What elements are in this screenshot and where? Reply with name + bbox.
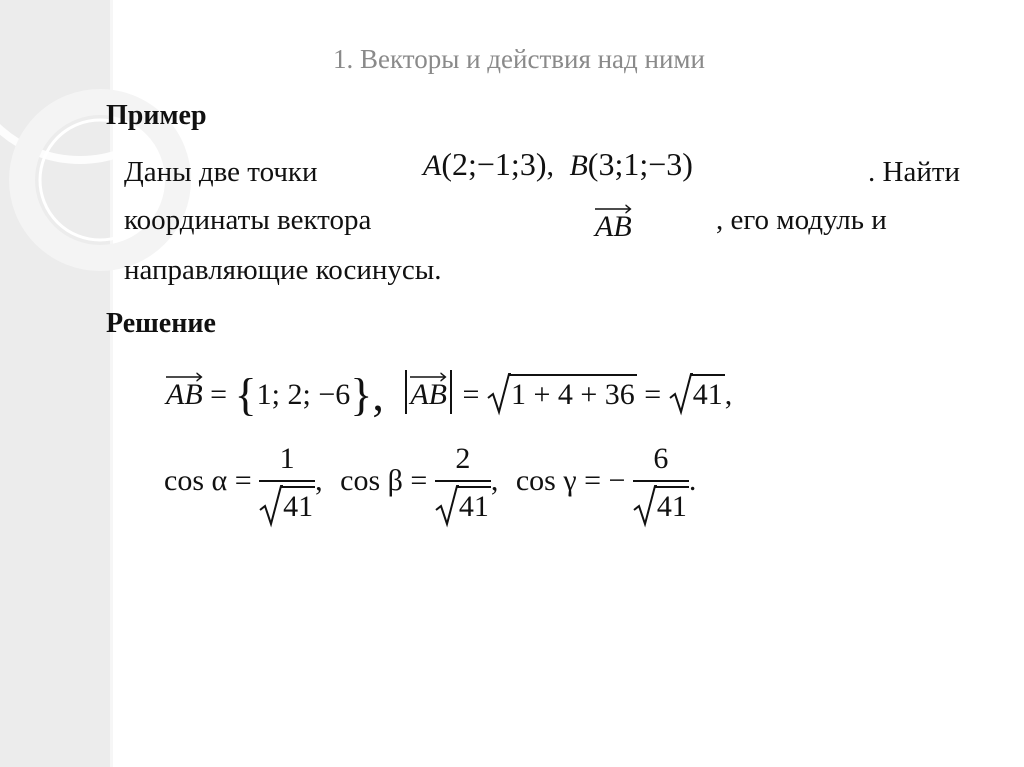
cos-beta-numerator: 2 [455, 442, 471, 475]
problem-line3: направляющие косинусы. [124, 254, 442, 286]
cos-alpha-denominator: 41 [281, 486, 315, 524]
equals-sign: = [210, 378, 228, 411]
vector-arrow-icon [166, 372, 203, 382]
modulus-equals: = [462, 378, 480, 411]
solution-heading: Решение [106, 308, 216, 339]
points-separator: , [546, 149, 554, 182]
comma-1: , [315, 463, 323, 497]
solution-line1 [166, 370, 732, 418]
sqrt-icon [435, 484, 459, 528]
vector-coordinates: 1; 2; −6 [256, 378, 351, 411]
cos-alpha-fraction [259, 442, 315, 524]
example-heading: Пример [106, 100, 207, 131]
direction-cosines [164, 442, 696, 524]
modulus-bar-right [450, 370, 452, 414]
cos-beta-label: cos β = [340, 463, 428, 497]
vector-arrow-icon [595, 204, 632, 214]
modulus-vector-name: AB [410, 378, 448, 411]
sqrt-icon [669, 372, 693, 416]
cos-alpha-numerator: 1 [279, 442, 295, 475]
sqrt-icon [259, 484, 283, 528]
cos-beta-denominator: 41 [457, 486, 491, 524]
point-a-coords: (2;−1;3) [441, 146, 547, 182]
point-a-name: A [423, 149, 442, 182]
sqrt-icon [633, 484, 657, 528]
cos-gamma-numerator: 6 [653, 442, 669, 475]
sqrt-sum [487, 374, 637, 412]
problem-line1-end: . Найти [868, 156, 961, 188]
vector-ab-label: AB [595, 210, 632, 243]
cos-gamma-denominator: 41 [655, 486, 689, 524]
final-period: . [688, 463, 697, 497]
problem-line2-start: координаты вектора [124, 204, 372, 236]
point-b-name: B [569, 149, 588, 182]
problem-line2-end: , его модуль и [716, 204, 887, 236]
modulus-bar-left [405, 370, 407, 414]
slide-title: 1. Векторы и действия над ними [333, 44, 705, 74]
sqrt-icon [487, 372, 511, 416]
equals-sign-2: = [644, 378, 662, 411]
vector-arrow-icon [410, 372, 447, 382]
comma-2: , [490, 463, 499, 497]
problem-line1-start: Даны две точки [124, 156, 318, 188]
brace-open: { [234, 369, 257, 420]
result-radicand: 41 [691, 374, 725, 412]
cos-alpha-label: cos α = [164, 463, 252, 497]
points-expression [423, 146, 693, 183]
point-b-coords: (3;1;−3) [587, 146, 693, 182]
sum-expression: 1 + 4 + 36 [509, 374, 637, 412]
line1-comma: , [724, 378, 733, 411]
sqrt-result [669, 374, 725, 412]
brace-close: }, [350, 369, 384, 420]
cos-gamma-label: cos γ = − [515, 463, 626, 497]
vector-ab-problem [595, 210, 632, 244]
cos-beta-fraction [435, 442, 491, 524]
cos-gamma-fraction [633, 442, 689, 524]
solution-vector-name: AB [166, 378, 203, 411]
